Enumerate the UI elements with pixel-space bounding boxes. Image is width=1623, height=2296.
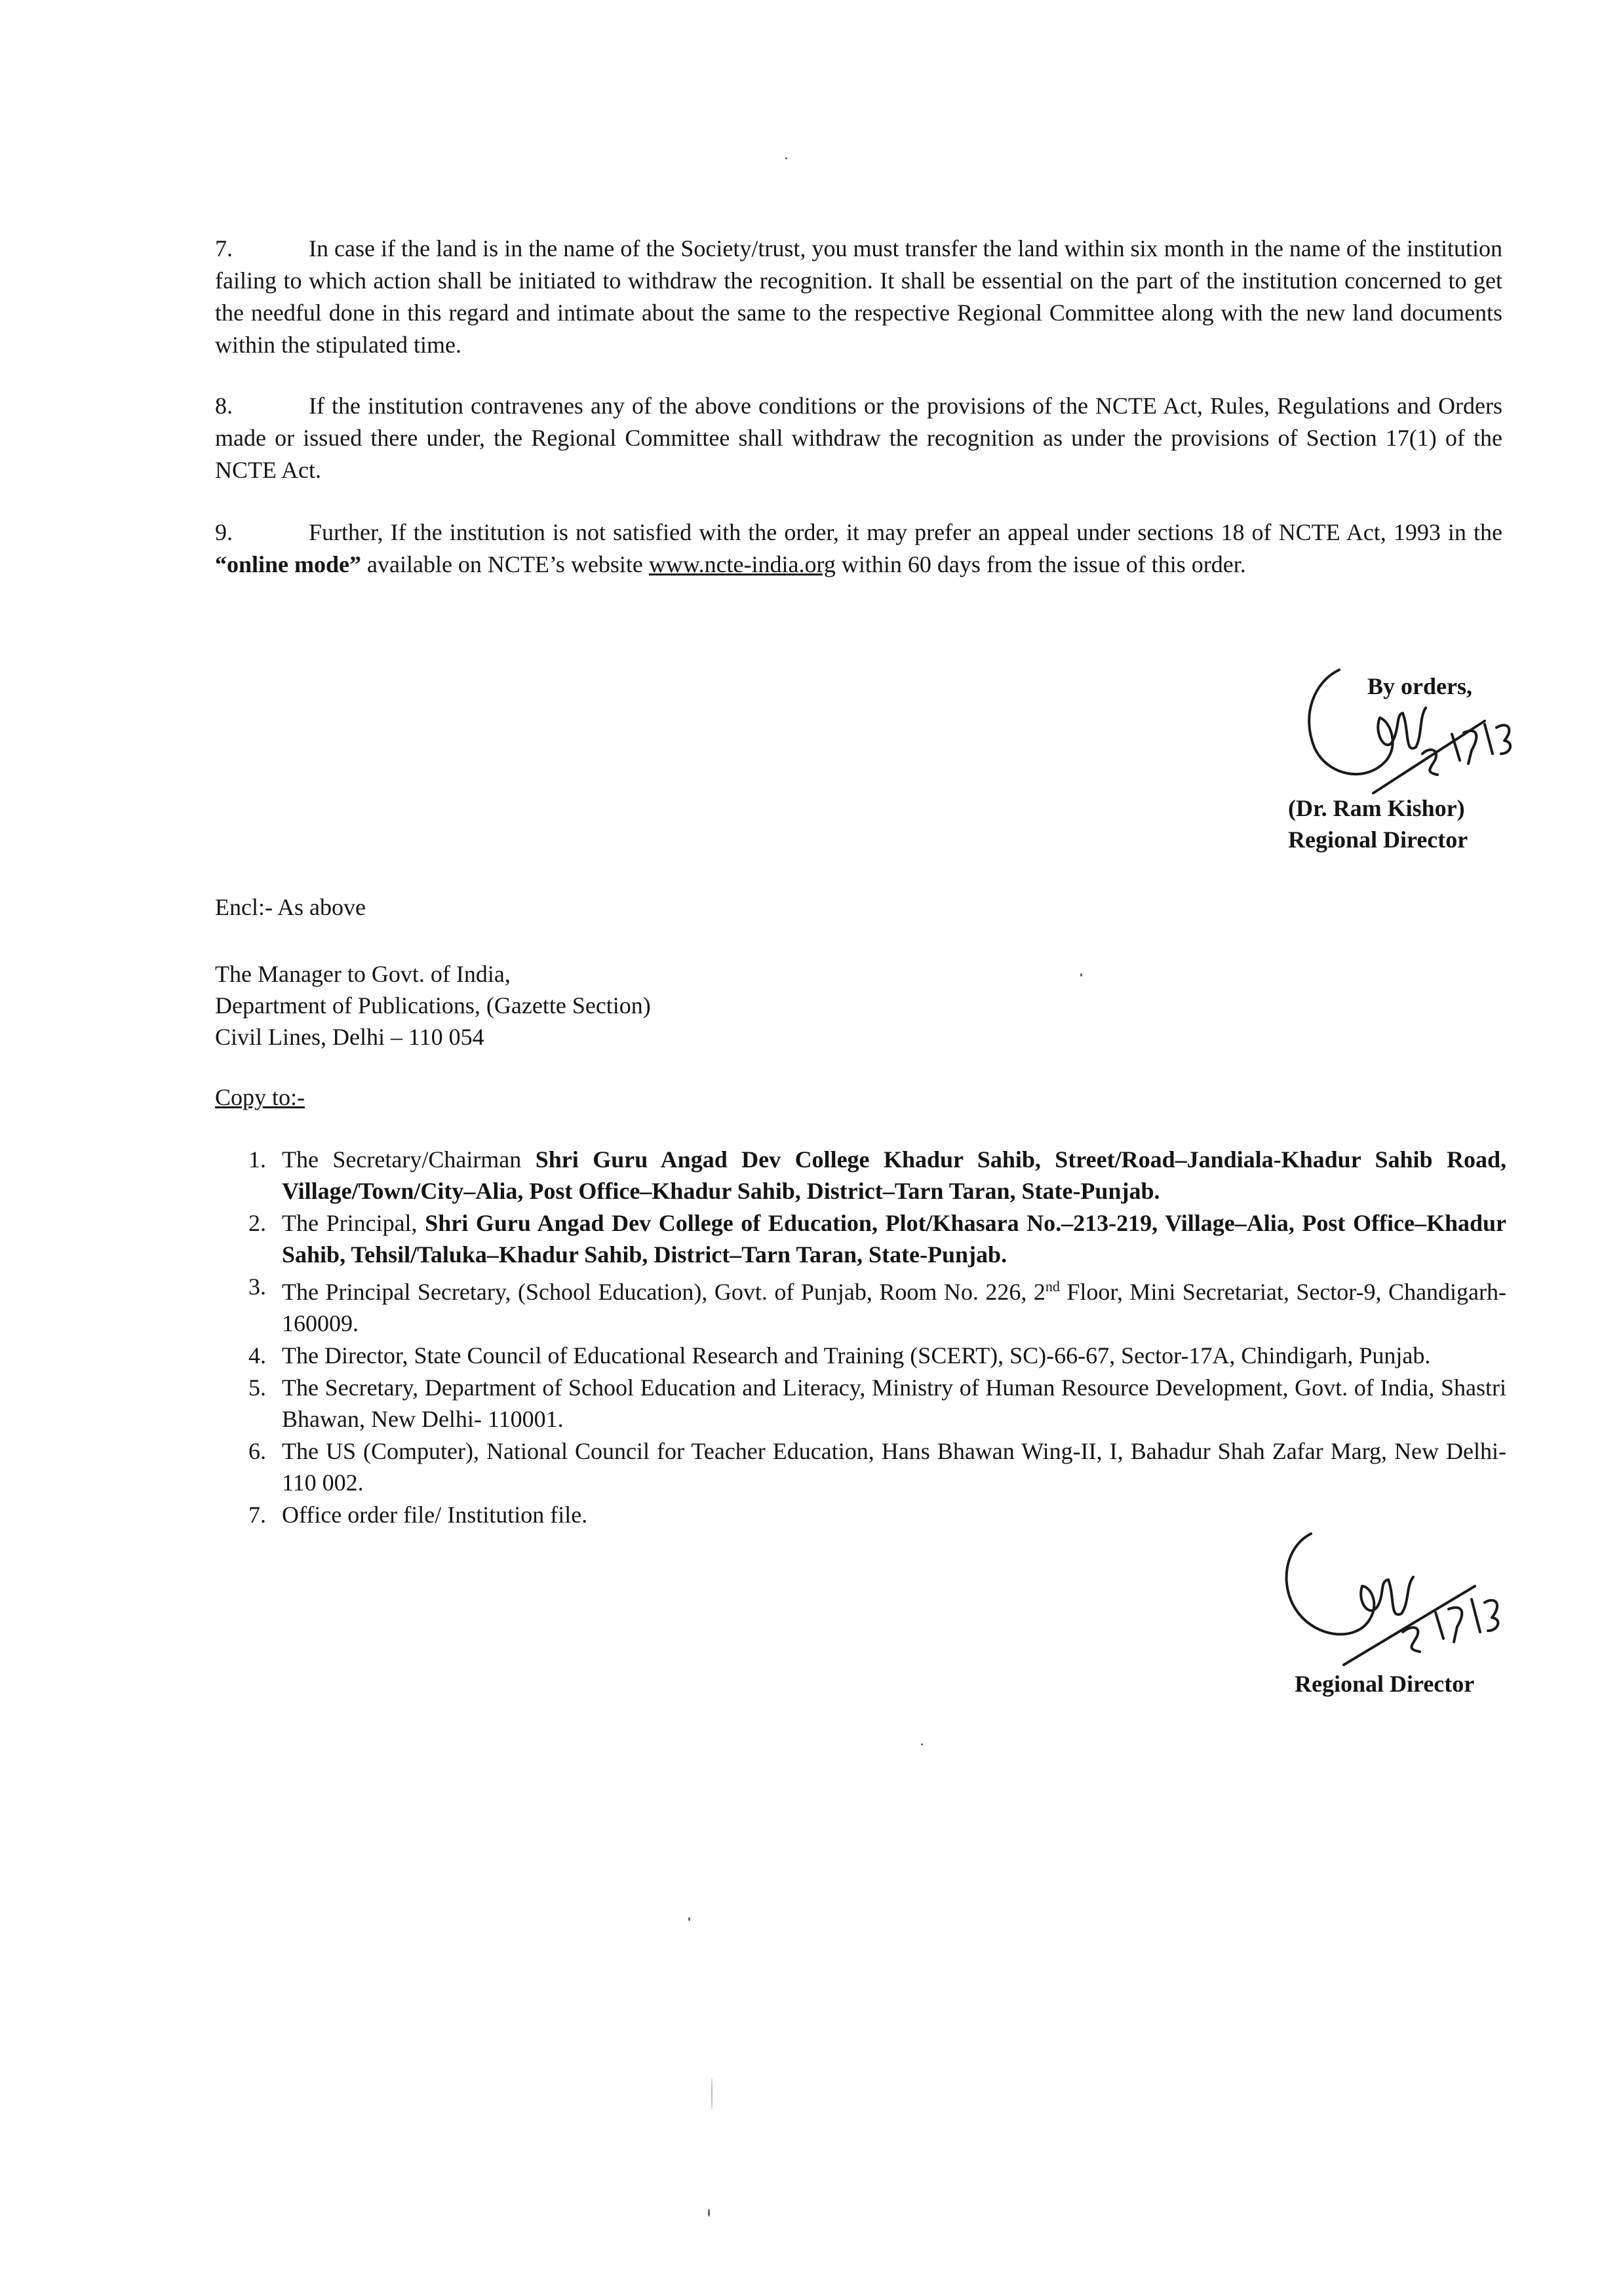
paragraph-text: Further, If the institution is not satisfied with the order, it may prefer an appeal under sections 18 of NCTE Act, 1993 in the	[309, 519, 1502, 545]
list-text-bold: Shri Guru Angad Dev College Khadur Sahib, Street/Road–Jandiala-Khadur Sahib Road, Village/Town/City–Alia, Post Office–Khadur Sahib, District–Tarn Taran, State-Punjab.	[282, 1146, 1506, 1204]
list-item	[215, 1340, 1506, 1371]
list-item	[215, 1372, 1506, 1435]
paragraph-9	[215, 516, 1502, 581]
online-mode-emphasis: “online mode”	[215, 551, 362, 577]
address-line-3: Civil Lines, Delhi – 110 054	[215, 1024, 484, 1050]
paragraph-7	[215, 233, 1502, 361]
list-text: The Director, State Council of Educational Research and Training (SCERT), SC)-66-67, Sector-17A, Chindigarh, Punjab.	[282, 1342, 1431, 1369]
copy-to-list	[215, 1144, 1506, 1531]
enclosure-note: Encl:- As above	[215, 894, 366, 920]
website-link[interactable]: www.ncte-india.org	[648, 551, 836, 577]
scan-speck	[711, 2078, 713, 2111]
paragraph-number: 8.	[215, 393, 233, 419]
list-text: The Principal Secretary, (School Education), Govt. of Punjab, Room No. 226, 2	[282, 1279, 1046, 1305]
by-orders-label: By orders,	[1367, 673, 1472, 699]
list-text-bold: Shri Guru Angad Dev College of Education, Plot/Khasara No.–213-219, Village–Alia, Post Office–Khadur Sahib, Tehsil/Taluka–Khadur Sahib, District–Tarn Taran, State-Punjab.	[282, 1210, 1506, 1268]
list-number: 4.	[248, 1342, 266, 1369]
paragraph-text: within 60 days from the issue of this order.	[835, 551, 1246, 577]
paragraph-text: In case if the land is in the name of the Society/trust, you must transfer the land within six month in the name of the institution failing to which action shall be initiated to withdraw the recognition. It shall be essential on the part of the institution concerned to get the needful done in this regard and intimate about the same to the respective Regional Committee along with the new land documents within the stipulated time.	[215, 235, 1502, 358]
scan-speck	[785, 157, 787, 159]
list-text: Office order file/ Institution file.	[282, 1502, 588, 1528]
address-line-2: Department of Publications, (Gazette Section)	[215, 992, 651, 1019]
list-item	[215, 1271, 1506, 1339]
paragraph-number: 7.	[215, 235, 233, 262]
paragraph-number: 9.	[215, 519, 233, 545]
list-number: 6.	[248, 1438, 266, 1464]
scan-speck	[921, 1743, 923, 1745]
address-line-1: The Manager to Govt. of India,	[215, 961, 511, 987]
list-number: 5.	[248, 1374, 266, 1401]
paragraph-text: If the institution contravenes any of the above conditions or the provisions of the NCTE Act, Rules, Regulations and Orders made or issued there under, the Regional Committee shall withdraw the recognition as under the provisions of Section 17(1) of the NCTE Act.	[215, 393, 1502, 483]
scan-speck	[708, 2209, 710, 2217]
list-text: The Principal,	[282, 1210, 425, 1236]
scan-speck	[1080, 973, 1082, 977]
footer-designation: Regional Director	[1295, 1671, 1475, 1697]
signatory-designation: Regional Director	[1288, 827, 1468, 853]
list-item	[215, 1435, 1506, 1498]
list-text: Floor, Mini Secretariat, Sector-9, Chandigarh-160009.	[282, 1279, 1506, 1336]
list-number: 1.	[248, 1146, 266, 1173]
list-text-superscript: nd	[1045, 1278, 1060, 1294]
list-number: 7.	[248, 1502, 266, 1528]
handwritten-signature	[1272, 1521, 1534, 1691]
copy-to-heading: Copy to:-	[215, 1084, 305, 1110]
list-number: 3.	[248, 1274, 266, 1300]
list-text: The Secretary, Department of School Education and Literacy, Ministry of Human Resource Development, Govt. of India, Shastri Bhawan, New Delhi- 110001.	[282, 1374, 1506, 1432]
list-item	[215, 1207, 1506, 1270]
list-item	[215, 1144, 1506, 1207]
signatory-name: (Dr. Ram Kishor)	[1288, 795, 1465, 821]
paragraph-8	[215, 390, 1502, 486]
list-text: The Secretary/Chairman	[282, 1146, 536, 1173]
list-text: The US (Computer), National Council for Teacher Education, Hans Bhawan Wing-II, I, Bahadur Shah Zafar Marg, New Delhi- 110 002.	[282, 1438, 1506, 1496]
list-number: 2.	[248, 1210, 266, 1236]
paragraph-text: available on NCTE’s website	[361, 551, 649, 577]
scan-speck	[688, 1917, 690, 1921]
